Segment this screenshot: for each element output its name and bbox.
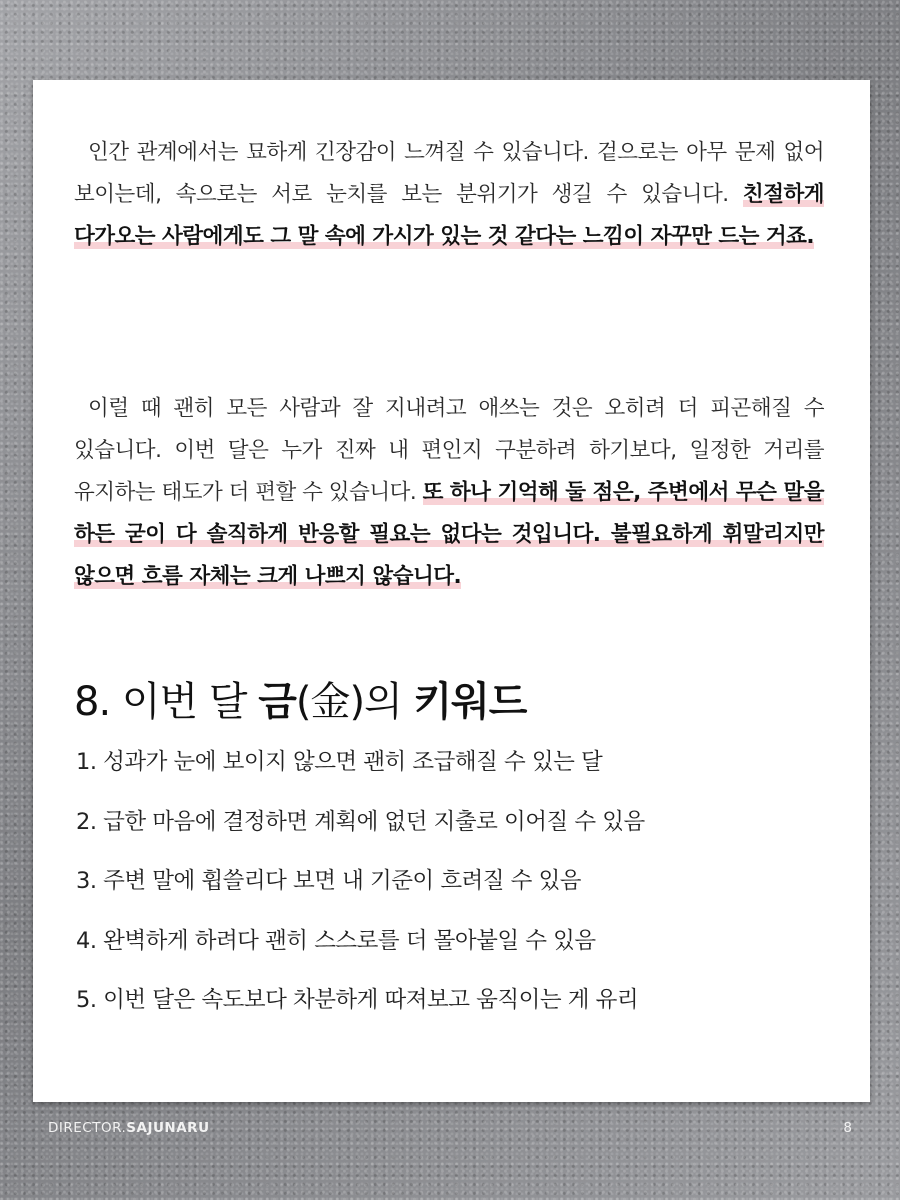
section-title: 8. 이번 달 금(金)의 키워드 bbox=[74, 679, 527, 725]
brand-logo: DIRECTOR.SAJUNARU bbox=[48, 1120, 210, 1136]
list-item: 3. 주변 말에 휩쓸리다 보면 내 기준이 흐려질 수 있음 bbox=[76, 868, 582, 894]
intro-paragraph bbox=[74, 132, 824, 258]
list-item: 4. 완벽하게 하려다 괜히 스스로를 더 몰아붙일 수 있음 bbox=[76, 927, 596, 954]
list-item: 5. 이번 달은 속도보다 차분하게 따져보고 움직이는 게 유리 bbox=[76, 987, 639, 1013]
list-item: 1. 성과가 눈에 보이지 않으면 괜히 조급해질 수 있는 달 bbox=[76, 749, 603, 775]
highlighted-text: 또 하나 기억해 둘 점은, 주변에서 무슨 말을 하든 굳이 다 솔직하게 반응할 필요는 없다는 것입니다. 불필요하게 휘말리지만 않으면 흐름 자체는 크게 나쁘지 않습니다. bbox=[74, 480, 824, 589]
keyword-list bbox=[76, 744, 645, 1042]
page-number: 8 bbox=[843, 1120, 852, 1136]
list-item: 2. 급한 마음에 결정하면 계획에 없던 지출로 이어질 수 있음 bbox=[76, 808, 645, 835]
advice-paragraph bbox=[74, 388, 824, 598]
paragraph-text: 인간 관계에서는 묘하게 긴장감이 느껴질 수 있습니다. 겉으로는 아무 문제 없어 보이는데, 속으로는 서로 눈치를 보는 분위기가 생길 수 있습니다. bbox=[74, 140, 824, 207]
paragraph-text: 이럴 때 괜히 모든 사람과 잘 지내려고 애쓰는 것은 오히려 더 피곤해질 수 있습니다. 이번 달은 누가 진짜 내 편인지 구분하려 하기보다, 일정한 거리를 유지하는 태도가 더 편할 수 있습니다. bbox=[74, 396, 824, 505]
content-card bbox=[33, 80, 870, 1102]
highlighted-text: 친절하게 다가오는 사람에게도 그 말 속에 가시가 있는 것 같다는 느낌이 자꾸만 드는 거죠. bbox=[74, 182, 824, 249]
